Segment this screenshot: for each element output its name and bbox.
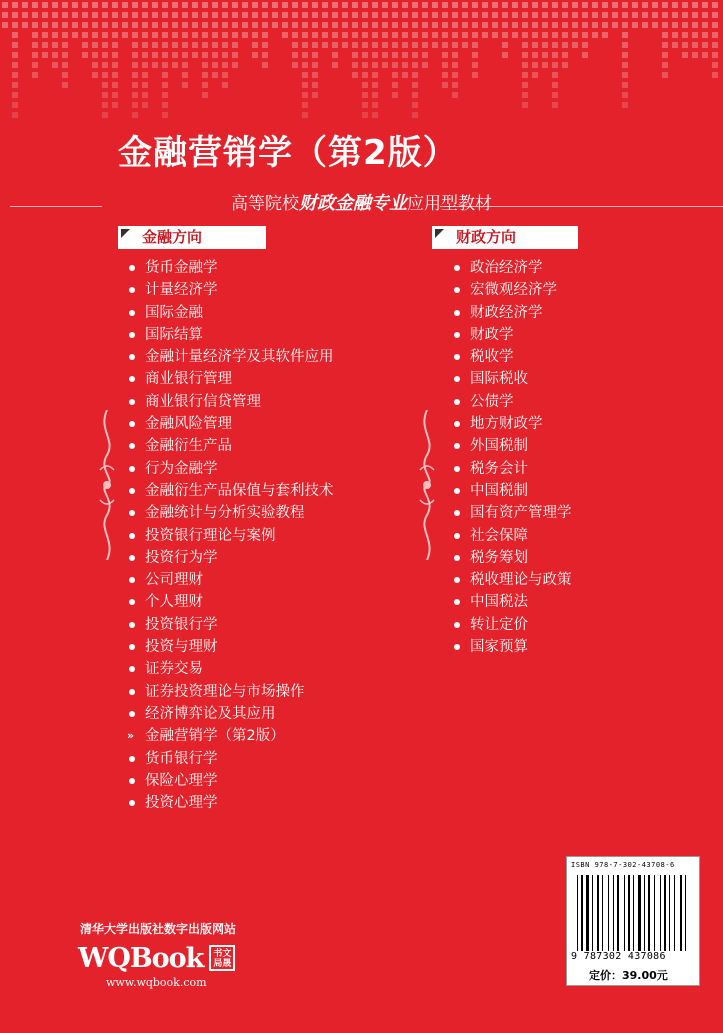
finance-book-item bbox=[127, 324, 334, 346]
fiscal-header-label: 财政方向 bbox=[456, 228, 517, 246]
logo-stamp: 书文局晟 bbox=[209, 945, 235, 971]
finance-book-item bbox=[127, 681, 334, 703]
bullet-icon bbox=[129, 689, 135, 695]
bullet-icon bbox=[129, 510, 135, 516]
book-title-text: 税收学 bbox=[470, 349, 514, 366]
bullet-icon bbox=[129, 488, 135, 494]
book-title-text: 公债学 bbox=[470, 393, 514, 410]
fiscal-book-item bbox=[452, 391, 572, 413]
book-title-text: 经济博弈论及其应用 bbox=[145, 705, 276, 722]
book-title-text: 中国税制 bbox=[470, 482, 528, 499]
book-title-text: 计量经济学 bbox=[145, 282, 218, 299]
finance-book-item bbox=[127, 257, 334, 279]
barcode-digits: 9 787302 437086 bbox=[571, 951, 666, 962]
finance-book-item bbox=[127, 569, 334, 591]
bullet-icon bbox=[129, 265, 135, 271]
bullet-icon bbox=[129, 466, 135, 472]
subtitle-pre: 高等院校 bbox=[231, 194, 299, 214]
finance-header-label: 金融方向 bbox=[142, 228, 203, 246]
bullet-icon bbox=[454, 555, 460, 561]
finance-book-item bbox=[127, 480, 334, 502]
book-title-text: 政治经济学 bbox=[470, 260, 543, 276]
fiscal-book-item bbox=[452, 614, 572, 636]
bullet-icon bbox=[129, 756, 135, 762]
book-title-text: 证券交易 bbox=[145, 661, 203, 678]
finance-book-list bbox=[127, 257, 334, 814]
book-title-text: 国际金融 bbox=[145, 304, 203, 321]
book-title-text: 外国税制 bbox=[470, 438, 528, 455]
book-title-text: 投资银行理论与案例 bbox=[145, 527, 276, 544]
finance-book-item bbox=[127, 591, 334, 613]
book-title-text: 金融营销学（第2版） bbox=[145, 728, 285, 745]
book-title-text: 地方财政学 bbox=[470, 416, 543, 433]
bullet-icon bbox=[454, 310, 460, 316]
fiscal-book-item bbox=[452, 302, 572, 324]
bullet-icon bbox=[129, 666, 135, 672]
book-title-text: 金融风险管理 bbox=[145, 416, 232, 433]
bullet-icon bbox=[454, 332, 460, 338]
fiscal-category-header bbox=[432, 226, 578, 249]
series-subtitle bbox=[0, 190, 723, 218]
bullet-icon bbox=[454, 376, 460, 382]
bullet-icon bbox=[454, 488, 460, 494]
fiscal-book-item bbox=[452, 346, 572, 368]
book-title-text: 转让定价 bbox=[470, 616, 528, 633]
finance-book-item bbox=[127, 770, 334, 792]
book-title-text: 证券投资理论与市场操作 bbox=[145, 683, 305, 700]
book-title-text: 财政经济学 bbox=[470, 304, 543, 321]
book-title-text: 保险心理学 bbox=[145, 772, 218, 789]
fiscal-book-item bbox=[452, 435, 572, 457]
bullet-icon bbox=[129, 332, 135, 338]
book-title-text: 国有资产管理学 bbox=[470, 505, 572, 522]
price-label: 定价：39.00元 bbox=[589, 969, 668, 982]
fiscal-book-item bbox=[452, 324, 572, 346]
fiscal-book-item bbox=[452, 636, 572, 658]
finance-book-item bbox=[127, 502, 334, 524]
bullet-icon bbox=[129, 310, 135, 316]
bullet-icon bbox=[129, 711, 135, 717]
bullet-icon bbox=[129, 622, 135, 628]
corner-triangle-icon bbox=[121, 229, 130, 238]
fiscal-book-item bbox=[452, 569, 572, 591]
bullet-icon bbox=[129, 778, 135, 784]
finance-book-item bbox=[127, 748, 334, 770]
fiscal-book-item bbox=[452, 458, 572, 480]
bullet-icon bbox=[129, 443, 135, 449]
fiscal-book-item bbox=[452, 502, 572, 524]
book-title-text: 税务筹划 bbox=[470, 549, 528, 566]
book-title-text: 金融计量经济学及其软件应用 bbox=[145, 349, 334, 366]
bullet-icon bbox=[454, 399, 460, 405]
finance-book-item bbox=[127, 279, 334, 301]
finance-book-item bbox=[127, 614, 334, 636]
book-title-text: 商业银行信贷管理 bbox=[145, 393, 261, 410]
ornament-scroll-icon bbox=[416, 410, 438, 560]
bullet-icon bbox=[454, 533, 460, 539]
bullet-icon bbox=[129, 577, 135, 583]
bullet-icon bbox=[129, 354, 135, 360]
finance-book-item bbox=[127, 792, 334, 814]
bullet-icon bbox=[454, 510, 460, 516]
fiscal-book-item bbox=[452, 547, 572, 569]
finance-book-item bbox=[127, 346, 334, 368]
book-title: 金融营销学（第2版） bbox=[118, 133, 458, 173]
finance-book-item bbox=[127, 703, 334, 725]
fiscal-book-item bbox=[452, 480, 572, 502]
book-title-text: 税收理论与政策 bbox=[470, 572, 572, 589]
book-title-text: 投资心理学 bbox=[145, 795, 218, 812]
book-title-text: 投资与理财 bbox=[145, 639, 218, 656]
bullet-icon bbox=[454, 644, 460, 650]
bullet-icon bbox=[454, 287, 460, 293]
book-title-text: 货币银行学 bbox=[145, 750, 218, 767]
finance-book-item bbox=[127, 391, 334, 413]
logo-wordmark: WQBook bbox=[78, 942, 204, 974]
bullet-icon bbox=[454, 466, 460, 472]
bullet-icon bbox=[454, 265, 460, 271]
bullet-icon bbox=[129, 555, 135, 561]
decorative-dot-pattern bbox=[0, 0, 723, 140]
finance-book-item bbox=[127, 458, 334, 480]
bullet-icon bbox=[454, 421, 460, 427]
ornament-scroll-icon bbox=[96, 410, 118, 560]
book-title-text: 税务会计 bbox=[470, 460, 528, 477]
finance-book-item bbox=[127, 368, 334, 390]
book-title-text: 货币金融学 bbox=[145, 260, 218, 276]
publisher-name: 清华大学出版社数字出版网站 bbox=[80, 922, 237, 936]
finance-book-item bbox=[127, 302, 334, 324]
book-title-text: 宏微观经济学 bbox=[470, 282, 557, 299]
bullet-icon bbox=[454, 354, 460, 360]
bullet-icon bbox=[129, 376, 135, 382]
bullet-icon bbox=[454, 599, 460, 605]
fiscal-book-item bbox=[452, 279, 572, 301]
subtitle-bold: 财政金融专业 bbox=[299, 193, 407, 214]
book-title-text: 国际结算 bbox=[145, 326, 203, 343]
fiscal-book-item bbox=[452, 413, 572, 435]
bullet-icon bbox=[129, 644, 135, 650]
bullet-icon bbox=[454, 577, 460, 583]
book-title-text: 投资银行学 bbox=[145, 616, 218, 633]
fiscal-book-item bbox=[452, 525, 572, 547]
bullet-icon bbox=[454, 622, 460, 628]
book-title-text: 金融衍生产品 bbox=[145, 438, 232, 455]
barcode-panel bbox=[566, 856, 700, 986]
book-title-text: 国际税收 bbox=[470, 371, 528, 388]
finance-book-item bbox=[127, 435, 334, 457]
bullet-icon bbox=[129, 533, 135, 539]
book-title-text: 中国税法 bbox=[470, 594, 528, 611]
bullet-icon bbox=[129, 399, 135, 405]
book-title-text: 金融衍生产品保值与套利技术 bbox=[145, 482, 334, 499]
book-title-text: 个人理财 bbox=[145, 594, 203, 611]
corner-triangle-icon bbox=[435, 229, 444, 238]
barcode-icon bbox=[577, 875, 691, 951]
bullet-icon bbox=[129, 599, 135, 605]
bullet-icon bbox=[129, 287, 135, 293]
subtitle-post: 应用型教材 bbox=[407, 194, 492, 214]
bullet-icon bbox=[129, 800, 135, 806]
finance-book-item bbox=[127, 525, 334, 547]
book-title-text: 行为金融学 bbox=[145, 460, 218, 477]
bullet-icon bbox=[454, 443, 460, 449]
publisher-website: www.wqbook.com bbox=[106, 976, 207, 989]
book-title-text: 金融统计与分析实验教程 bbox=[145, 505, 305, 522]
book-title-text: 财政学 bbox=[470, 326, 514, 343]
current-arrow-icon: » bbox=[127, 729, 135, 743]
finance-category-header bbox=[118, 226, 266, 249]
book-title-text: 国家预算 bbox=[470, 639, 528, 656]
fiscal-book-item bbox=[452, 257, 572, 279]
finance-book-item bbox=[127, 547, 334, 569]
book-title-text: 商业银行管理 bbox=[145, 371, 232, 388]
bullet-icon bbox=[129, 421, 135, 427]
publisher-logo bbox=[78, 940, 235, 976]
fiscal-book-item bbox=[452, 591, 572, 613]
fiscal-book-item bbox=[452, 368, 572, 390]
book-title-text: 投资行为学 bbox=[145, 549, 218, 566]
finance-book-item bbox=[127, 636, 334, 658]
isbn-text: ISBN 978-7-302-43708-6 bbox=[571, 861, 675, 869]
finance-book-item bbox=[127, 413, 334, 435]
finance-book-item bbox=[127, 658, 334, 680]
book-title-text: 社会保障 bbox=[470, 527, 528, 544]
finance-book-item bbox=[127, 725, 334, 747]
fiscal-book-list bbox=[452, 257, 572, 658]
book-title-text: 公司理财 bbox=[145, 572, 203, 589]
